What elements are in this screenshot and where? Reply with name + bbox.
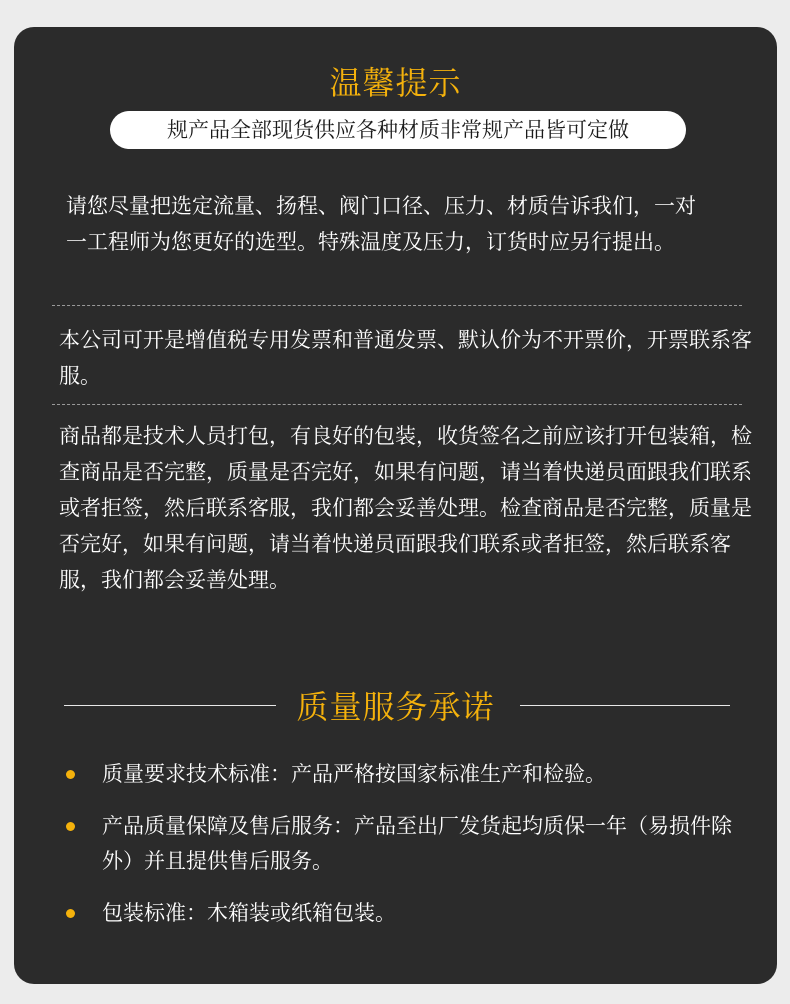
- dashed-divider: [52, 305, 742, 306]
- dashed-divider: [52, 404, 742, 405]
- list-item: [66, 809, 746, 879]
- list-item: [66, 896, 746, 931]
- bullet-dot-icon: [66, 770, 75, 779]
- subtitle-badge: 规产品全部现货供应各种材质非常规产品皆可定做: [110, 111, 686, 149]
- bullet-dot-icon: [66, 822, 75, 831]
- list-item-text: 产品质量保障及售后服务：产品至出厂发货起均质保一年（易损件除外）并且提供售后服务。: [102, 814, 732, 873]
- list-item-text: 质量要求技术标准：产品严格按国家标准生产和检验。: [102, 762, 606, 786]
- notice-card: [14, 27, 777, 984]
- notice-title: 温馨提示: [329, 64, 462, 102]
- quality-title: 质量服务承诺: [296, 688, 495, 726]
- quality-list: [66, 757, 746, 948]
- section-rule-right: [520, 705, 730, 706]
- note-packaging: 商品都是技术人员打包，有良好的包装，收货签名之前应该打开包装箱，检查商品是否完整，质量是否完好，如果有问题，请当着快递员面跟我们联系或者拒签，然后联系客服，我们都会妥善处理。检查商品是否完整，质量是否完好，如果有问题，请当着快递员面跟我们联系或者拒签，然后联系客服，我们都会妥善处理。: [59, 424, 752, 592]
- note-selection: 请您尽量把选定流量、扬程、阀门口径、压力、材质告诉我们，一对一工程师为您更好的选型。特殊温度及压力，订货时应另行提出。: [66, 194, 696, 254]
- list-item-text: 包装标准：木箱装或纸箱包装。: [102, 901, 396, 925]
- note-invoice: 本公司可开是增值税专用发票和普通发票、默认价为不开票价，开票联系客服。: [59, 328, 752, 388]
- list-item: [66, 757, 746, 792]
- bullet-dot-icon: [66, 909, 75, 918]
